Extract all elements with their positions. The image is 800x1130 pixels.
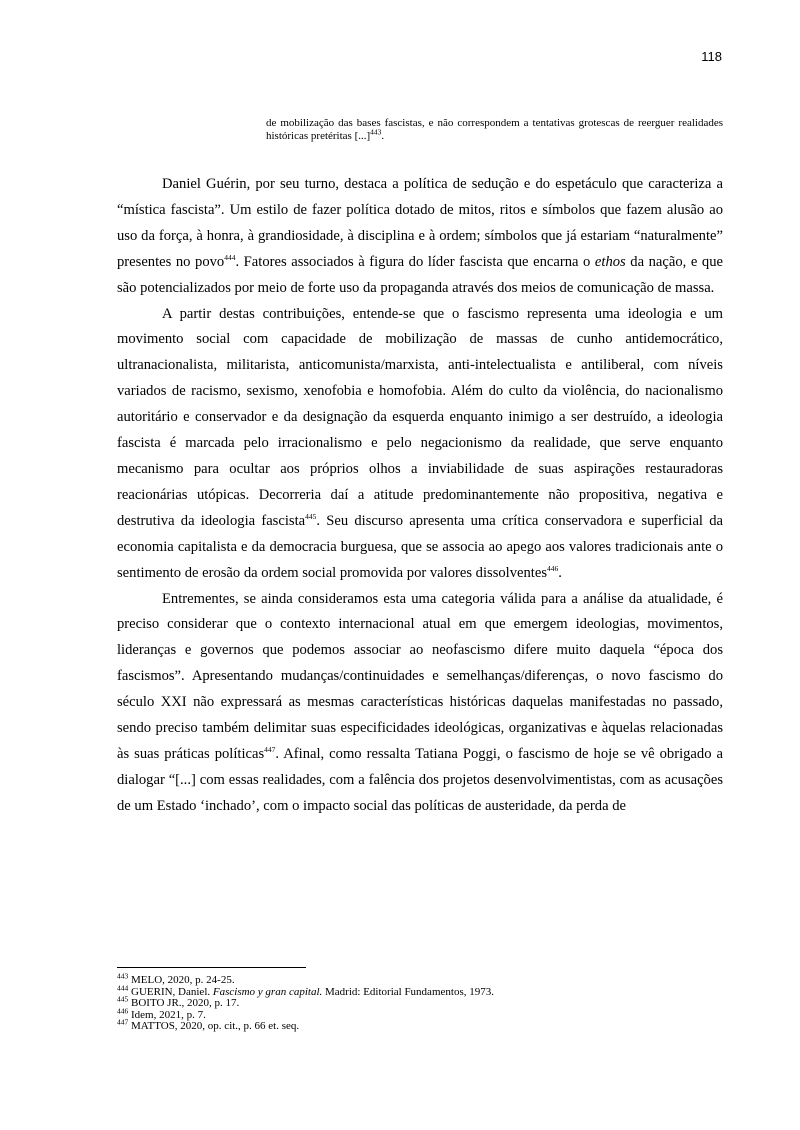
paragraph [117,172,723,302]
footnote-ref[interactable]: 445 [305,511,317,521]
paragraph-text: . Seu discurso apresenta uma crítica conservadora e superficial da economia capitalista e da democracia burguesa, que se associa ao apego aos valores tradicionais ante o sentimento de erosão da ordem social promovida por valores dissolventes [117,512,723,581]
footnote [117,1017,723,1033]
quote-text: de mobilização das bases fascistas, e não correspondem a tentativas grotescas de reerguer realidades históricas pretéritas [...] [266,117,723,142]
paragraph [117,587,723,820]
footnote-number: 444 [117,982,129,992]
footnotes [117,971,723,1033]
footnote-text: MELO, 2020, p. 24-25. [131,974,235,986]
quote-end: . [381,130,385,142]
block-quote [266,117,723,143]
footnote-number: 447 [117,1017,129,1027]
footnote-ref[interactable]: 443 [370,127,382,137]
footnote-ref[interactable]: 444 [224,252,236,262]
footnote-ref[interactable]: 447 [264,745,276,755]
footnote-number: 443 [117,971,129,981]
footnote-text: Idem, 2021, p. 7. [131,1008,206,1021]
footnote-text: Madrid: Editorial Fundamentos, 1973. [322,985,494,998]
body-text [117,172,723,820]
footnote-number: 446 [117,1005,129,1015]
paragraph [117,302,723,587]
paragraph-text: da nação, e que são potencializados por meio de forte uso da propaganda através dos meios de comunicação de massa. [117,253,723,296]
paragraph-text: Entrementes, se ainda consideramos esta uma categoria válida para a análise da atualidade, é preciso considerar que o contexto internacional atual em que emergem ideologias, movimentos, lideranças e governos que podemos associar ao neofascismo difere muito daquela “época dos fascismos”. Apresentando mudanças/continuidades e semelhanças/diferenças, o novo fascismo do século XXI não expressará as mesmas características históricas daquelas manifestadas no passado, sendo preciso também delimitar suas especificidades ideológicas, organizativas e àquelas relacionadas às suas práticas políticas [117,590,723,762]
footnote-ref[interactable]: 446 [547,563,559,573]
paragraph-text: . [558,564,562,581]
paragraph-text: . Fatores associados à figura do líder fascista que encarna o [235,253,595,270]
footnote-separator [117,967,306,968]
footnote [117,994,723,1010]
footnote-text: GUERIN, Daniel. [131,985,213,998]
footnote-text: BOITO JR., 2020, p. 17. [131,997,240,1009]
italic-term: ethos [594,253,626,270]
paragraph-text: A partir destas contribuições, entende-se que o fascismo representa uma ideologia e um movimento social com capacidade de mobilização de massas de cunho antidemocrático, ultranacionalista, militarista, anticomunista/marxista, anti-intelectualista e antiliberal, com níveis variados de racismo, sexismo, xenofobia e homofobia. Além do culto da violência, do nacionalismo autoritário e conservador e da designação da esquerda enquanto inimigo a ser destruído, a ideologia fascista é marcada pelo irracionalismo e pelo negacionismo da realidade, que serve enquanto mecanismo para ocultar aos próprios olhos a inviabilidade de suas aspirações restauradoras reacionárias utópicas. Decorreria daí a atitude predominantemente não propositiva, negativa e destrutiva da ideologia fascista [117,305,723,529]
footnote-text: MATTOS, 2020, op. cit., p. 66 et. seq. [131,1020,300,1032]
paragraph-text: Daniel Guérin, por seu turno, destaca a política de sedução e do espetáculo que caracteriza a “mística fascista”. Um estilo de fazer política dotado de mitos, ritos e símbolos que fazem alusão ao uso da força, à honra, à grandiosidade, à disciplina e à ordem; símbolos que já estariam “naturalmente” presentes no povo [117,176,723,270]
footnote-title: Fascismo y gran capital. [212,985,323,998]
footnote-number: 445 [117,994,129,1004]
paragraph-text: . Afinal, como ressalta Tatiana Poggi, o fascismo de hoje se vê obrigado a dialogar “[...] com essas realidades, com a falência dos projetos desenvolvimentistas, com as acusações de um Estado ‘inchado’, com o impacto social das políticas de austeridade, da perda de [117,745,723,814]
page-number: 118 [701,49,722,64]
